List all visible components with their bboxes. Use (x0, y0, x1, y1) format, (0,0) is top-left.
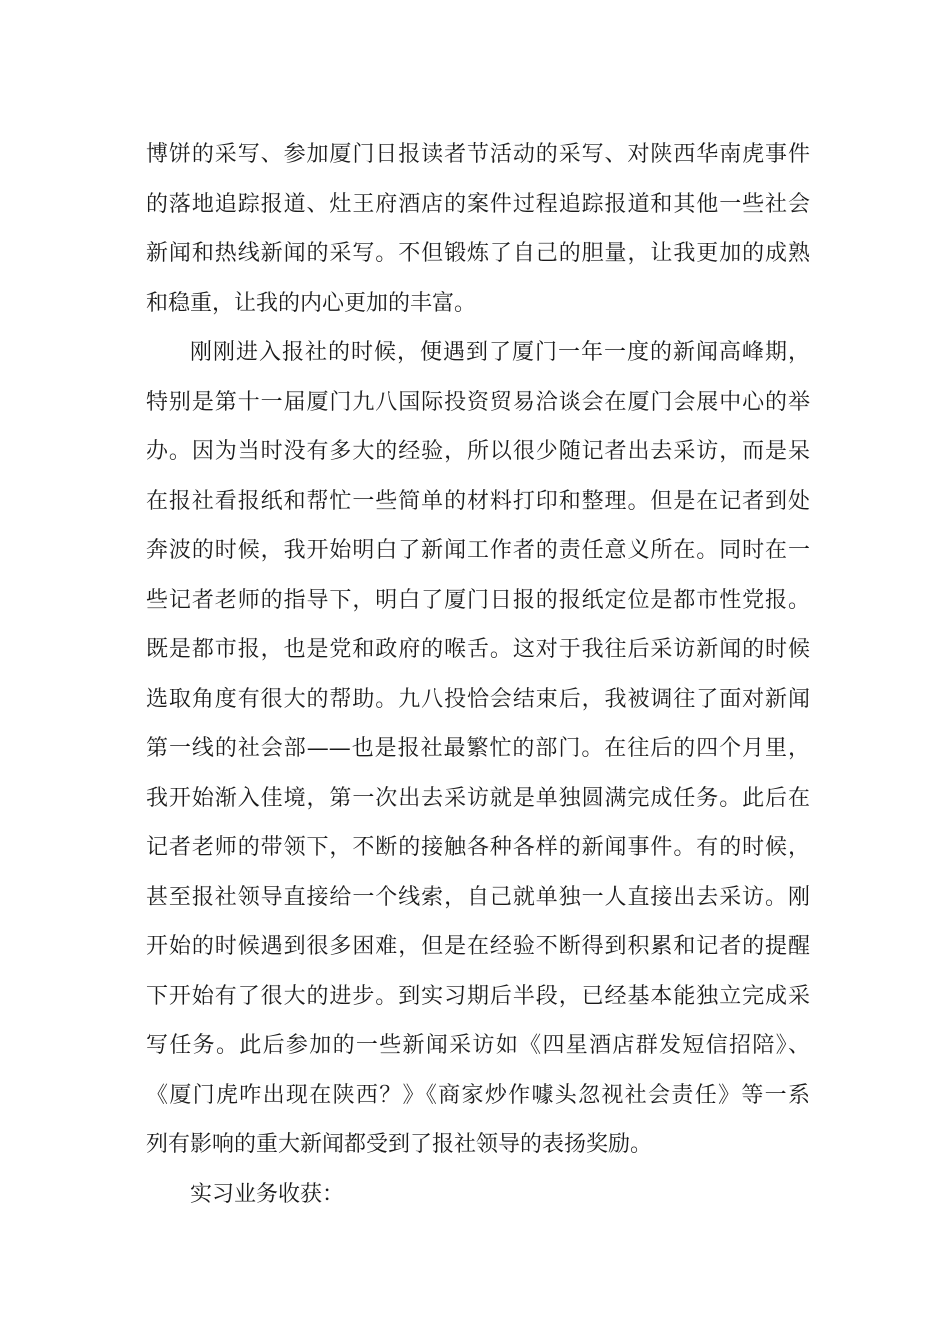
text-line: 记者老师的带领下，不断的接触各种各样的新闻事件。有的时候， (146, 835, 810, 860)
text-line: 特别是第十一届厦门九八国际投资贸易洽谈会在厦门会展中心的举 (146, 389, 810, 415)
text-line: 第一线的社会部——也是报社最繁忙的部门。在往后的四个月里， (146, 736, 810, 761)
text-line: 开始的时候遇到很多困难，但是在经验不断得到积累和记者的提醒 (146, 934, 810, 959)
text-line: 和稳重，让我的内心更加的丰富。 (146, 290, 477, 316)
text-line: 办。因为当时没有多大的经验，所以很少随记者出去采访，而是呆 (146, 439, 810, 464)
body-text (146, 130, 810, 1219)
text-line: 奔波的时候，我开始明白了新闻工作者的责任意义所在。同时在一 (146, 538, 810, 563)
text-line: 既是都市报，也是党和政府的喉舌。这对于我往后采访新闻的时候 (146, 637, 810, 662)
text-line: 甚至报社领导直接给一个线索，自己就单独一人直接出去采访。刚 (146, 884, 810, 910)
text-line: 我开始渐入佳境，第一次出去采访就是单独圆满完成任务。此后在 (146, 785, 810, 811)
paragraph-first-line: 刚刚进入报社的时候，便遇到了厦门一年一度的新闻高峰期， (190, 340, 810, 365)
text-line: 下开始有了很大的进步。到实习期后半段，已经基本能独立完成采 (146, 983, 810, 1009)
text-line: 新闻和热线新闻的采写。不但锻炼了自己的胆量，让我更加的成熟 (146, 241, 810, 266)
section-heading: 实习业务收获： (190, 1181, 345, 1207)
text-line: 些记者老师的指导下，明白了厦门日报的报纸定位是都市性党报。 (146, 587, 810, 613)
text-line: 列有影响的重大新闻都受到了报社领导的表扬奖励。 (146, 1132, 653, 1157)
text-line: 《厦门虎咋出现在陕西？》《商家炒作噱头忽视社会责任》等一系 (146, 1082, 810, 1108)
text-line: 写任务。此后参加的一些新闻采访如《四星酒店群发短信招陪》、 (146, 1033, 810, 1058)
text-line: 的落地追踪报道、灶王府酒店的案件过程追踪报道和其他一些社会 (146, 191, 810, 217)
text-line: 选取角度有很大的帮助。九八投恰会结束后，我被调往了面对新闻 (146, 686, 810, 712)
text-line: 在报社看报纸和帮忙一些简单的材料打印和整理。但是在记者到处 (146, 488, 810, 514)
text-line: 博饼的采写、参加厦门日报读者节活动的采写、对陕西华南虎事件 (146, 142, 810, 167)
